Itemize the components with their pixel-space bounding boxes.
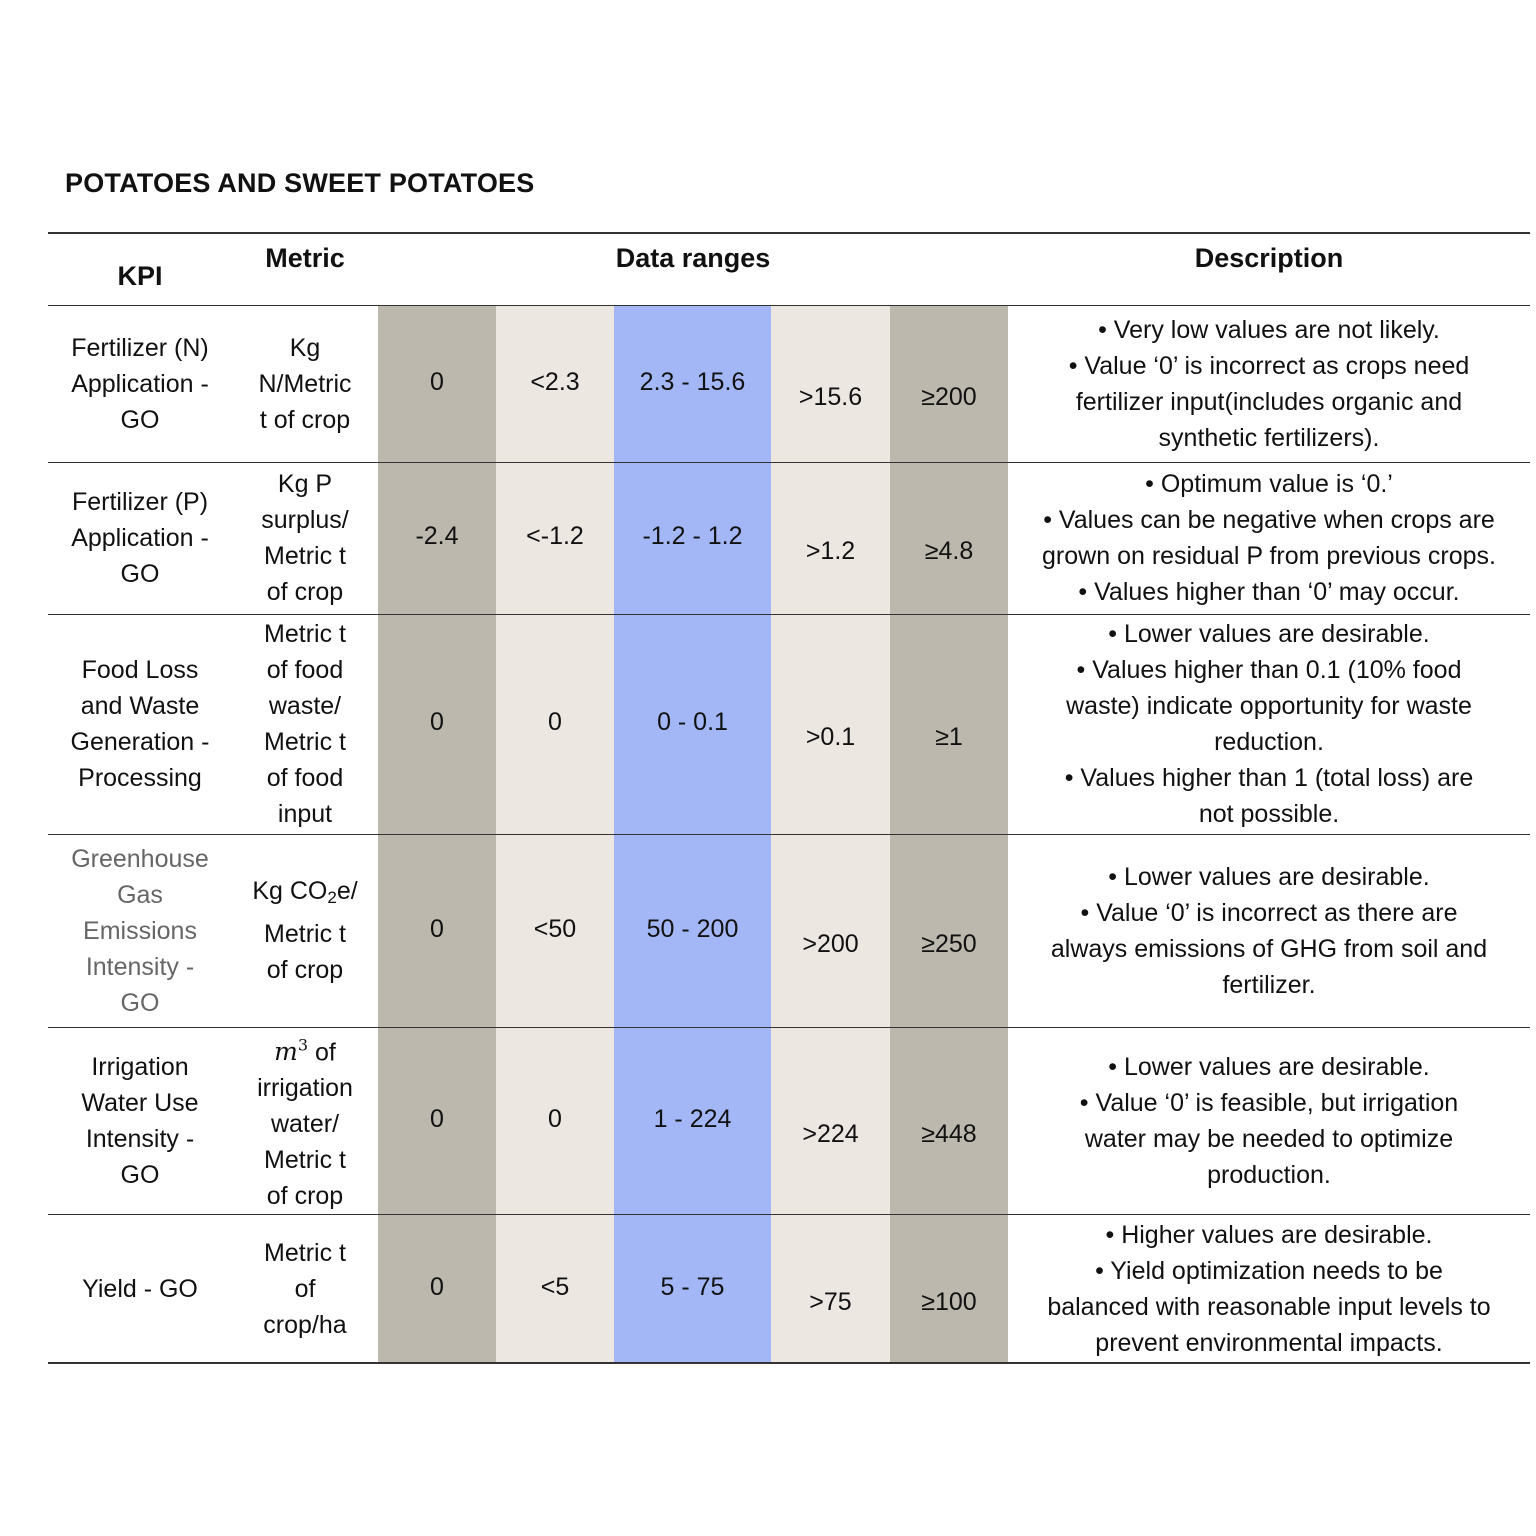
- kpi-cell: Greenhouse Gas Emissions Intensity - GO: [48, 834, 232, 1027]
- metric-cell: Kg N/Metric t of crop: [232, 305, 378, 462]
- description-cell: • Higher values are desirable. • Yield optimization needs to be balanced with reasonable input levels to prevent environmental impacts.: [1008, 1214, 1530, 1363]
- description-cell: • Very low values are not likely. • Value ‘0’ is incorrect as crops need fertilizer input(includes organic and synthetic fertilizers).: [1008, 305, 1530, 462]
- range-cell: <2.3: [496, 305, 614, 462]
- kpi-cell: Food Loss and Waste Generation - Processing: [48, 614, 232, 834]
- range-cell: 0: [378, 305, 496, 462]
- kpi-cell: Yield - GO: [48, 1214, 232, 1363]
- range-cell: ≥4.8: [890, 462, 1008, 614]
- range-cell: 0: [378, 1214, 496, 1363]
- range-cell: ≥200: [890, 305, 1008, 462]
- range-cell: <5: [496, 1214, 614, 1363]
- range-cell: -2.4: [378, 462, 496, 614]
- range-cell: >75: [771, 1214, 890, 1363]
- range-cell: <-1.2: [496, 462, 614, 614]
- range-cell: >0.1: [771, 614, 890, 834]
- metric-cell: Metric t of food waste/ Metric t of food input: [232, 614, 378, 834]
- range-cell: 0: [378, 1027, 496, 1214]
- description-cell: • Lower values are desirable. • Values higher than 0.1 (10% food waste) indicate opportunity for waste reduction. • Values higher than 1 (total loss) are not possible.: [1008, 614, 1530, 834]
- range-cell: 1 - 224: [614, 1027, 771, 1214]
- header-row: [48, 233, 1530, 305]
- header-description: Description: [1008, 233, 1530, 305]
- range-cell: 50 - 200: [614, 834, 771, 1027]
- header-metric: Metric: [232, 233, 378, 305]
- header-kpi: KPI: [48, 233, 232, 305]
- table-row: [48, 305, 1530, 462]
- range-cell: >1.2: [771, 462, 890, 614]
- table-row: [48, 1214, 1530, 1363]
- range-cell: 0: [378, 834, 496, 1027]
- range-cell: 2.3 - 15.6: [614, 305, 771, 462]
- kpi-cell: Fertilizer (N) Application - GO: [48, 305, 232, 462]
- range-cell: >15.6: [771, 305, 890, 462]
- kpi-table: [48, 232, 1530, 1364]
- range-cell: 0 - 0.1: [614, 614, 771, 834]
- kpi-cell: Irrigation Water Use Intensity - GO: [48, 1027, 232, 1214]
- range-cell: 0: [496, 614, 614, 834]
- range-cell: <50: [496, 834, 614, 1027]
- table-row: [48, 1027, 1530, 1214]
- description-cell: • Lower values are desirable. • Value ‘0’ is feasible, but irrigation water may be needed to optimize production.: [1008, 1027, 1530, 1214]
- range-cell: -1.2 - 1.2: [614, 462, 771, 614]
- range-cell: ≥448: [890, 1027, 1008, 1214]
- range-cell: ≥100: [890, 1214, 1008, 1363]
- range-cell: 0: [378, 614, 496, 834]
- description-cell: • Lower values are desirable. • Value ‘0’ is incorrect as there are always emissions of GHG from soil and fertilizer.: [1008, 834, 1530, 1027]
- metric-cell: Kg P surplus/ Metric t of crop: [232, 462, 378, 614]
- kpi-cell: Fertilizer (P) Application - GO: [48, 462, 232, 614]
- metric-cell: Metric t of crop/ha: [232, 1214, 378, 1363]
- table-row: [48, 834, 1530, 1027]
- header-data-ranges: Data ranges: [378, 233, 1008, 305]
- metric-cell: Kg $CO_2e/$ Metric t of crop: [232, 834, 378, 1027]
- metric-cell: $m^3$ of irrigation water/ Metric t of crop: [232, 1027, 378, 1214]
- range-cell: >200: [771, 834, 890, 1027]
- document-title: POTATOES AND SWEET POTATOES: [65, 168, 535, 198]
- table-row: [48, 462, 1530, 614]
- range-cell: ≥250: [890, 834, 1008, 1027]
- description-cell: • Optimum value is ‘0.’ • Values can be negative when crops are grown on residual P from previous crops. • Values higher than ‘0’ may occur.: [1008, 462, 1530, 614]
- range-cell: ≥1: [890, 614, 1008, 834]
- table-row: [48, 614, 1530, 834]
- range-cell: >224: [771, 1027, 890, 1214]
- range-cell: 0: [496, 1027, 614, 1214]
- range-cell: 5 - 75: [614, 1214, 771, 1363]
